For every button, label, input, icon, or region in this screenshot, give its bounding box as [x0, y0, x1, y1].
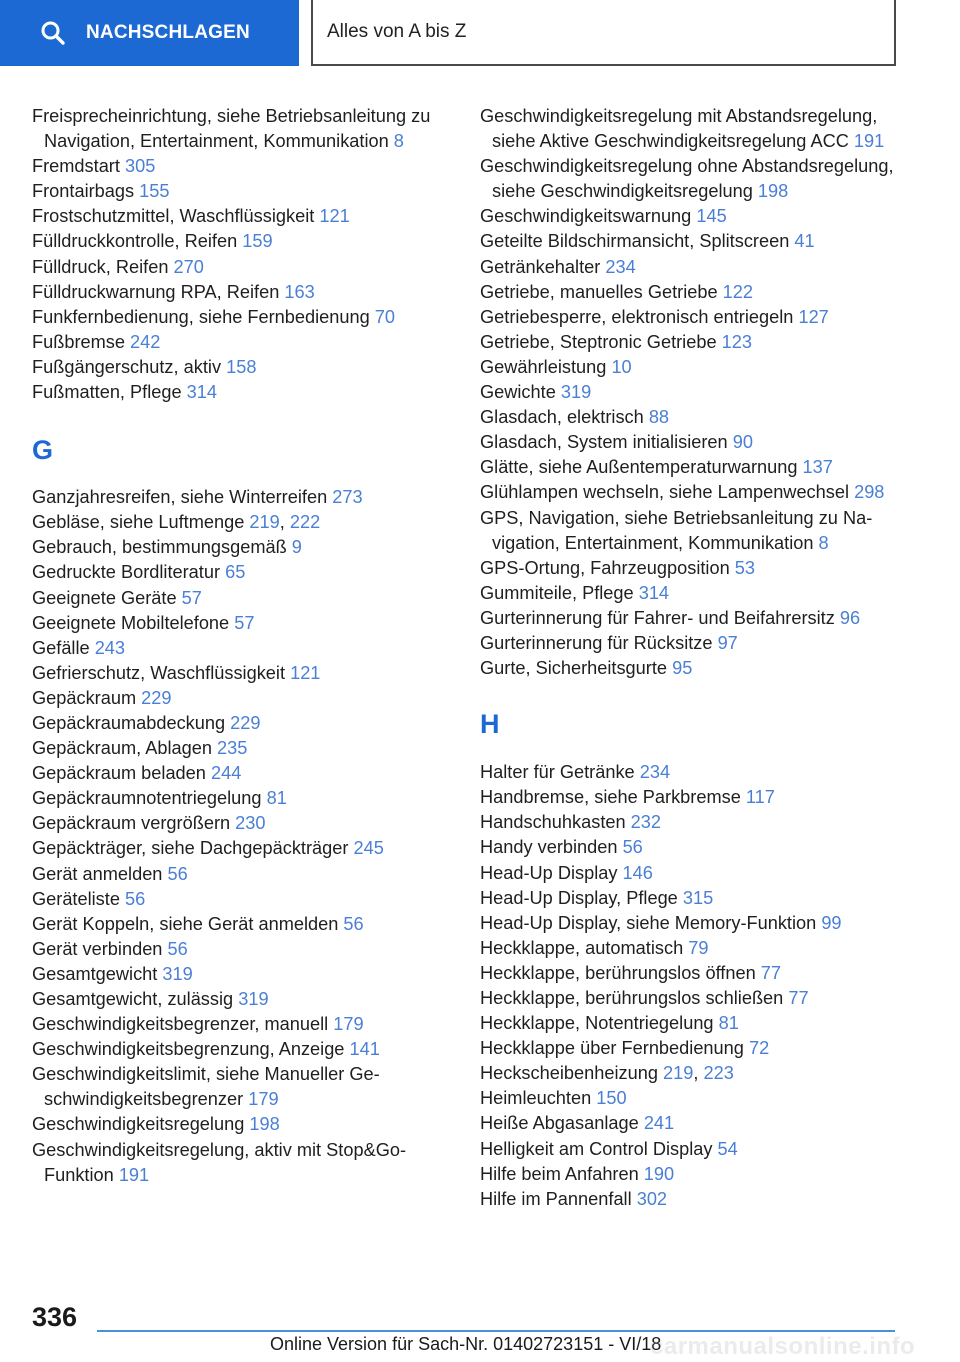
index-entry: [32, 305, 452, 330]
index-entry-term: Gummiteile, Pflege: [480, 582, 639, 603]
page-link[interactable]: 56: [167, 863, 188, 884]
index-entry: [32, 661, 452, 686]
page-link[interactable]: 41: [794, 231, 815, 252]
search-icon: [40, 20, 66, 46]
index-entry: [32, 611, 452, 636]
page-separator: ,: [279, 512, 290, 533]
index-entry: [480, 581, 900, 606]
index-entry: [480, 631, 900, 656]
index-entry-term: GPS-Ortung, Fahrzeugposition: [480, 557, 735, 578]
index-entry: [480, 810, 900, 835]
index-entry-term: Fußgängerschutz, aktiv: [32, 356, 227, 377]
index-entry: [480, 835, 900, 860]
index-entry-term: Handschuhkasten: [480, 812, 631, 833]
index-entry: [32, 535, 452, 560]
index-entry-term: Geräteliste: [32, 888, 125, 909]
index-entry: [480, 556, 900, 581]
index-entry: [32, 736, 452, 761]
page-link[interactable]: 314: [186, 382, 218, 403]
index-entry: [480, 760, 900, 785]
index-entry: [480, 886, 900, 911]
page-link[interactable]: 229: [230, 712, 261, 733]
index-entry-term: Head-Up Display, Pflege: [480, 887, 683, 908]
header-bar: [0, 0, 960, 66]
index-entry: [480, 1086, 900, 1111]
index-entry: [480, 229, 900, 254]
index-entry: [480, 936, 900, 961]
index-entry-term: Gepäckraumabdeckung: [32, 712, 231, 733]
page-link[interactable]: 298: [854, 482, 885, 503]
index-entry-term: Gefälle: [32, 637, 95, 658]
index-entry: [32, 987, 452, 1012]
index-entry-term: Gepäckraum vergrößern: [32, 813, 236, 834]
index-entry: [480, 455, 900, 480]
page-link[interactable]: 57: [234, 612, 255, 633]
index-entry: [32, 104, 452, 154]
index-entry: [480, 355, 900, 380]
index-entry: [32, 811, 452, 836]
index-entry-term: Head-Up Display, siehe Memory-Funktion: [480, 912, 822, 933]
index-entry: [32, 560, 452, 585]
tab-nachschlagen-label: NACHSCHLAGEN: [86, 22, 250, 43]
page-link[interactable]: 146: [622, 862, 653, 883]
page-link[interactable]: 137: [802, 457, 833, 478]
online-version-note: Online Version für Sach-Nr. 01402723151 - VI/18: [270, 1334, 662, 1354]
index-entry: [480, 785, 900, 810]
page-link[interactable]: 77: [760, 962, 781, 983]
page-link[interactable]: 319: [238, 989, 269, 1009]
index-entry-term: Gepäckraum: [32, 687, 142, 708]
index-entry: [480, 480, 900, 505]
index-entry: [32, 154, 452, 179]
index-entry: [32, 380, 452, 405]
index-entry: [480, 1061, 900, 1086]
index-entry-term: Heiße Abgasanlage: [480, 1113, 644, 1134]
page-link[interactable]: 121: [319, 206, 350, 227]
index-entry: [480, 506, 900, 556]
index-entry-term: Gurterinnerung für Fahrer- und Beifahrersitz: [480, 607, 840, 628]
index-entry: [32, 204, 452, 229]
index-entry-term: Fußmatten, Pflege: [32, 382, 187, 403]
index-entry-term: Heimleuchten: [480, 1088, 597, 1109]
index-entry: [480, 330, 900, 355]
page-link[interactable]: 90: [732, 432, 753, 453]
page-link[interactable]: 273: [332, 487, 363, 508]
index-entry: [32, 586, 452, 611]
index-entry-term: Freisprecheinrichtung, siehe Betriebsanleitung zu Navigation, Entertainment, Kommunikation: [32, 106, 431, 152]
index-entry: [480, 656, 900, 681]
index-entry-term: Geschwindigkeitsbegrenzung, Anzeige: [32, 1039, 350, 1060]
index-entry-term: Head-Up Display: [480, 862, 623, 883]
index-entry: [480, 204, 900, 229]
index-entry-term: Geeignete Mobiltelefone: [32, 612, 235, 633]
index-entry: [32, 937, 452, 962]
index-entry-term: Heckklappe, berührungslos öffnen: [480, 962, 761, 983]
page-link[interactable]: 232: [630, 812, 662, 833]
index-entry: [480, 861, 900, 886]
index-entry-term: Gerät anmelden: [32, 863, 168, 884]
page-link[interactable]: 243: [94, 637, 126, 658]
index-entry: [480, 305, 900, 330]
page-link[interactable]: 179: [248, 1089, 279, 1110]
index-entry-term: Gebläse, siehe Luftmenge: [32, 512, 250, 533]
index-entry-term: Fußbremse: [32, 331, 131, 352]
page-link[interactable]: 81: [718, 1013, 739, 1034]
page-link[interactable]: 302: [636, 1188, 668, 1209]
index-entry-term: Gepäckraum, Ablagen: [32, 738, 218, 759]
page-link[interactable]: 270: [173, 256, 204, 277]
index-entry-term: Geschwindigkeitsregelung ohne Abstandsregelung, siehe Geschwindigkeitsregelung: [480, 156, 894, 202]
index-entry-term: Handbremse, siehe Parkbremse: [480, 787, 746, 808]
index-entry-term: Geschwindigkeitswarnung: [480, 206, 697, 227]
page-link[interactable]: 97: [717, 632, 738, 653]
page-link[interactable]: 155: [139, 181, 170, 202]
index-entry-term: Geschwindigkeitslimit, siehe Manueller Geschwindigkeitsbegrenzer: [32, 1064, 380, 1110]
index-entry: [32, 962, 452, 987]
index-entry-term: Gepäckraumnotentriegelung: [32, 788, 267, 809]
page-link[interactable]: 56: [343, 913, 364, 934]
page-link[interactable]: 77: [788, 988, 809, 1008]
index-entry-term: Gesamtgewicht, zulässig: [32, 989, 239, 1009]
page-link[interactable]: 179: [333, 1014, 364, 1035]
index-entry: [480, 1187, 900, 1212]
index-entry-term: Fülldruckwarnung RPA, Reifen: [32, 281, 285, 302]
index-entry-term: Gerät verbinden: [32, 938, 168, 959]
index-entry: [32, 1138, 452, 1188]
index-entry-term: Hilfe beim Anfahren: [480, 1163, 644, 1184]
svg-text:carmanualsonline.info: carmanualsonline.info: [650, 1333, 916, 1360]
page-link[interactable]: 10: [611, 356, 632, 377]
page-link[interactable]: 219: [663, 1063, 694, 1084]
index-entry: [480, 380, 900, 405]
index-entry: [32, 179, 452, 204]
index-entry-term: Fülldruckkontrolle, Reifen: [32, 231, 243, 252]
page-link[interactable]: 242: [130, 331, 161, 352]
page-link[interactable]: 145: [696, 206, 727, 227]
index-entry-term: Gerät Koppeln, siehe Gerät anmelden: [32, 913, 344, 934]
index-entry: [480, 405, 900, 430]
index-entry-term: Gedruckte Bordliteratur: [32, 562, 226, 583]
index-entry-term: Getränkehalter: [480, 256, 606, 277]
page-link[interactable]: 122: [722, 281, 753, 302]
section-letter-g: G: [32, 435, 54, 466]
page-separator: ,: [693, 1063, 704, 1084]
index-entry: [32, 330, 452, 355]
page-link[interactable]: 159: [242, 231, 273, 252]
index-entry-term: Halter für Getränke: [480, 762, 640, 783]
index-entry: [32, 1037, 452, 1062]
index-entry-term: Funkfernbedienung, siehe Fernbedienung: [32, 306, 375, 327]
index-column-left: [32, 104, 452, 1188]
index-entry-term: Geschwindigkeitsregelung mit Abstandsregelung, siehe Aktive Geschwindigkeitsregelung ACC: [480, 106, 878, 152]
index-entry: [32, 711, 452, 736]
index-entry: [32, 355, 452, 380]
page-link[interactable]: 219: [249, 512, 280, 533]
index-column-right: [480, 104, 900, 1212]
page-link[interactable]: 99: [821, 912, 842, 933]
page-link[interactable]: 56: [622, 837, 643, 858]
page-link[interactable]: 8: [818, 532, 829, 553]
index-entry-term: Geschwindigkeitsregelung, aktiv mit Stop&Go-Funktion: [32, 1139, 407, 1185]
index-entry: [32, 862, 452, 887]
page-link[interactable]: 88: [648, 407, 670, 428]
index-entry: [32, 229, 452, 254]
index-entry: [480, 1011, 900, 1036]
page-link[interactable]: 96: [839, 607, 861, 628]
page-link[interactable]: 230: [235, 813, 266, 834]
index-entry-term: Geteilte Bildschirmansicht, Splitscreen: [480, 231, 795, 252]
page-link[interactable]: 234: [639, 762, 671, 783]
index-entry-term: Geschwindigkeitsbegrenzer, manuell: [32, 1014, 334, 1035]
index-entry: [32, 1062, 452, 1112]
index-entry: [480, 1111, 900, 1136]
index-entry: [32, 786, 452, 811]
page-link[interactable]: 123: [721, 331, 752, 352]
watermark-logo: [650, 1332, 950, 1362]
page-link[interactable]: 314: [638, 582, 670, 603]
index-entry-term: Getriebe, manuelles Getriebe: [480, 281, 723, 302]
index-entry-term: Geschwindigkeitsregelung: [32, 1114, 250, 1135]
index-entry-term: Gefrierschutz, Waschflüssigkeit: [32, 662, 291, 683]
index-entry-term: Gepäckträger, siehe Dachgepäckträger: [32, 838, 354, 859]
index-entry: [480, 154, 900, 204]
index-entry-term: Glasdach, System initialisieren: [480, 432, 733, 453]
index-entry: [480, 961, 900, 986]
index-entry-term: Gurterinnerung für Rücksitze: [480, 632, 718, 653]
index-entry-term: Heckklappe, berührungslos schließen: [480, 988, 789, 1008]
index-entry-term: Heckklappe über Fernbedienung: [480, 1038, 749, 1059]
index-entry-term: Geeignete Geräte: [32, 587, 182, 608]
page-link[interactable]: 141: [349, 1039, 380, 1060]
index-entry-term: Gesamtgewicht: [32, 963, 163, 984]
index-entry: [480, 1162, 900, 1187]
page-link[interactable]: 191: [853, 131, 885, 152]
page-link[interactable]: 72: [748, 1038, 770, 1059]
page-link[interactable]: 9: [291, 537, 302, 558]
index-entry-term: Ganzjahresreifen, siehe Winterreifen: [32, 487, 333, 508]
index-entry-term: Handy verbinden: [480, 837, 623, 858]
page-link[interactable]: 117: [745, 787, 775, 808]
index-entry-term: Heckscheibenheizung: [480, 1063, 664, 1084]
page-link[interactable]: 319: [162, 963, 193, 984]
tab-nachschlagen[interactable]: [0, 0, 299, 66]
page-link[interactable]: 56: [167, 938, 188, 959]
index-entry-term: Heckklappe, Notentriegelung: [480, 1013, 719, 1034]
page-link[interactable]: 127: [798, 306, 829, 327]
page-link[interactable]: 315: [682, 887, 714, 908]
index-entry: [32, 761, 452, 786]
page-link[interactable]: 95: [672, 658, 693, 679]
index-entry: [480, 911, 900, 936]
section-letter-h: H: [480, 709, 500, 740]
page-number: 336: [32, 1302, 78, 1332]
index-entry: [32, 887, 452, 912]
page-link[interactable]: 81: [266, 788, 287, 809]
page-link[interactable]: 79: [688, 937, 709, 958]
index-entry: [32, 686, 452, 711]
index-entry: [32, 836, 452, 861]
page-link[interactable]: 56: [125, 888, 146, 909]
page-link[interactable]: 245: [353, 838, 384, 859]
page-link[interactable]: 150: [596, 1088, 627, 1109]
index-entry: [32, 280, 452, 305]
index-entry-term: Fülldruck, Reifen: [32, 256, 174, 277]
page-link[interactable]: 54: [717, 1138, 738, 1159]
index-entry: [32, 485, 452, 510]
index-entry: [480, 104, 900, 154]
index-entry: [32, 1012, 452, 1037]
page-link[interactable]: 121: [290, 662, 321, 683]
index-entry-term: Gewährleistung: [480, 356, 612, 377]
page-link[interactable]: 305: [124, 156, 156, 177]
index-entry: [480, 255, 900, 280]
index-entry: [480, 430, 900, 455]
index-entry-term: Getriebe, Steptronic Getriebe: [480, 331, 722, 352]
index-entry-term: GPS, Navigation, siehe Betriebsanleitung zu Navigation, Entertainment, Kommunikation: [480, 507, 873, 553]
page-link[interactable]: 53: [734, 557, 755, 578]
page-link[interactable]: 319: [560, 382, 592, 403]
page-link[interactable]: 222: [289, 512, 321, 533]
index-entry-term: Heckklappe, automatisch: [480, 937, 689, 958]
page-link[interactable]: 235: [217, 738, 248, 759]
index-entry-term: Gepäckraum beladen: [32, 763, 211, 784]
page-link[interactable]: 198: [757, 181, 789, 202]
index-entry: [480, 1137, 900, 1162]
index-entry: [32, 510, 452, 535]
index-entry-term: Helligkeit am Control Display: [480, 1138, 718, 1159]
index-entry: [32, 636, 452, 661]
page-link[interactable]: 190: [643, 1163, 675, 1184]
index-entry: [32, 1112, 452, 1137]
page-link[interactable]: 241: [643, 1113, 675, 1134]
index-entry-term: Frontairbags: [32, 181, 140, 202]
index-entry: [480, 1036, 900, 1061]
index-entry-term: Gewichte: [480, 382, 561, 403]
page-link[interactable]: 57: [181, 587, 202, 608]
index-entry-term: Gebrauch, bestimmungsgemäß: [32, 537, 292, 558]
page-link[interactable]: 244: [210, 763, 242, 784]
index-entry: [480, 606, 900, 631]
index-entry-term: Glühlampen wechseln, siehe Lampenwechsel: [480, 482, 855, 503]
page-link[interactable]: 163: [284, 281, 315, 302]
page-link[interactable]: 158: [226, 356, 257, 377]
page-link[interactable]: 65: [225, 562, 246, 583]
page-link[interactable]: 229: [141, 687, 172, 708]
index-entry: [32, 255, 452, 280]
page-link[interactable]: 70: [374, 306, 396, 327]
index-entry-term: Glasdach, elektrisch: [480, 407, 649, 428]
page-link[interactable]: 198: [249, 1114, 280, 1135]
tab-alles-von-a-bis-z[interactable]: Alles von A bis Z: [311, 0, 896, 66]
index-entry-term: Fremdstart: [32, 156, 125, 177]
index-entry-term: Glätte, siehe Außentemperaturwarnung: [480, 457, 803, 478]
page-link[interactable]: 223: [703, 1063, 734, 1084]
page-link[interactable]: 191: [118, 1164, 150, 1185]
page-link[interactable]: 234: [605, 256, 636, 277]
index-entry-term: Gurte, Sicherheitsgurte: [480, 658, 673, 679]
index-entry: [32, 912, 452, 937]
index-entry-term: Frostschutzmittel, Waschflüssigkeit: [32, 206, 320, 227]
index-entry-term: Hilfe im Pannenfall: [480, 1188, 637, 1209]
index-entry: [480, 986, 900, 1011]
index-entry: [480, 280, 900, 305]
index-entry-term: Getriebesperre, elektronisch entriegeln: [480, 306, 799, 327]
page-link[interactable]: 8: [393, 131, 404, 152]
